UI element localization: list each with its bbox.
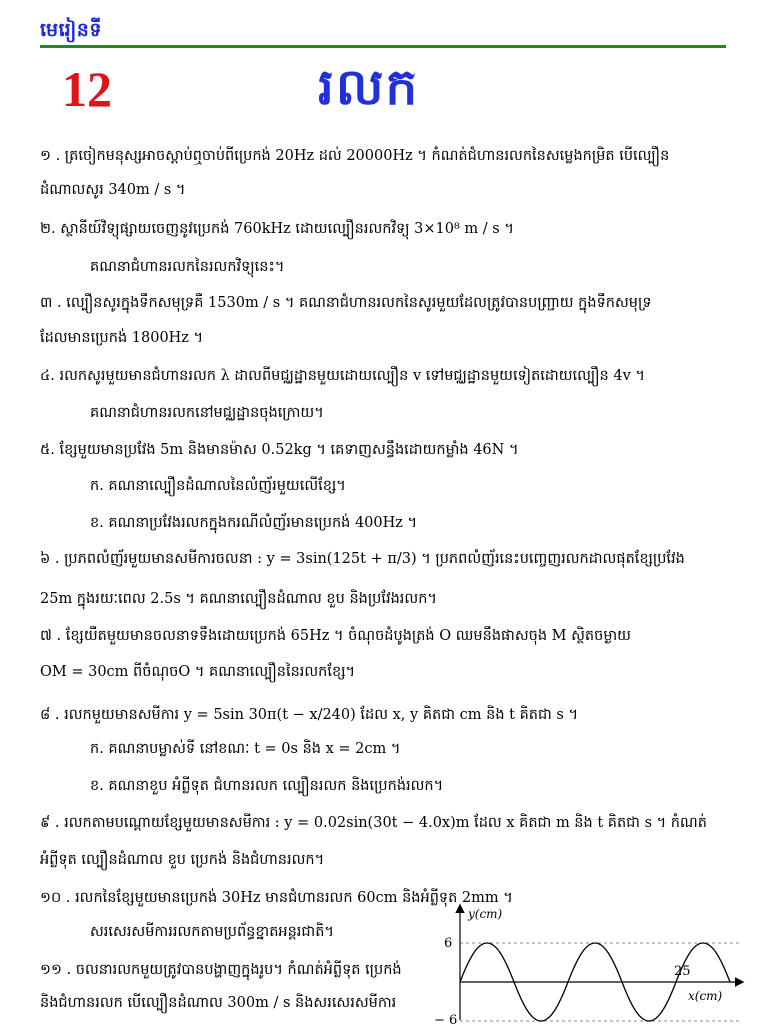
exercise-line: និងជំហានរលក បើល្បឿនដំណាល 300m / s និងសរសេរសមីការ — [40, 995, 397, 1011]
y-max-label: 6 — [444, 936, 453, 951]
exercise-line: ៥. ខ្សែមួយមានប្រវែង 5m និងមានម៉ាស 0.52kg ។ គេទាញសន្ធឹងដោយកម្លាំង 46N ។ — [40, 442, 519, 458]
exercise-line: ៨ . រលកមួយមានសមីការ y = 5sin 30π(t − x/240) ដែល x, y គិតជា cm និង t គិតជា s ។ — [40, 707, 579, 723]
exercise-line: ដំណាលសូរ 340m / s ។ — [40, 182, 186, 198]
exercise-line: ៤. រលកសូរមួយមានជំហានរលក λ ដាលពីមជ្ឈដ្ឋានមួយដោយល្បឿន v ទៅមជ្ឈដ្ឋានមួយទៀតដោយល្បឿន 4v ។ — [40, 368, 645, 384]
exercise-line: OM = 30cm ពីចំណុចO ។ គណនាល្បឿននៃរលកខ្សែ។ — [40, 664, 356, 680]
lesson-label: មេរៀនទី — [40, 19, 102, 41]
exercise-line: ១០ . រលកនៃខ្សែមួយមានប្រេកង់ 30Hz មានជំហានរលក 60cm និងអំព្លីទុត 2mm ។ — [40, 890, 513, 906]
exercise-line: 25m ក្នុងរយៈពេល 2.5s ។ គណនាល្បឿនដំណាល ខួប និងប្រវែងរលក។ — [40, 591, 437, 607]
exercise-line: ៣ . ល្បឿនសូរក្នុងទឹកសមុទ្រគឺ 1530m / s ។ គណនាជំហានរលកនៃសូរមួយដែលត្រូវបានបញ្ជ្រាយ ក្នុងទឹកសមុទ្រ — [40, 295, 652, 311]
exercise-line: អំព្លីទុត ល្បឿនដំណាល ខួប ប្រេកង់ និងជំហានរលក។ — [40, 852, 325, 868]
exercise-line: ៧ . ខ្សែយឺតមួយមានចលនាទទឹងដោយប្រេកង់ 65Hz ។ ចំណុចដំបូងត្រង់ O ឈមនឹងផាសចុង M ស្ថិតចម្ងាយ — [40, 628, 631, 644]
exercise-line: ៩ . រលកតាមបណ្តោយខ្សែមួយមានសមីការ : y = 0.02sin(30t − 4.0x)m ដែល x គិតជា m និង t គិតជា s ។ កំណត់ — [40, 815, 707, 831]
header-rule — [40, 45, 726, 48]
exercise-line: ក. គណនាបម្លាស់ទី នៅខណៈ t = 0s និង x = 2cm ។ — [90, 741, 401, 757]
exercise-line: គណនាជំហានរលកនៅមជ្ឈដ្ឋានចុងក្រោយ។ — [90, 405, 324, 421]
y-min-label: − 6 — [434, 1013, 458, 1024]
exercise-line: ២. ស្ថានីយ៍វិទ្យុផ្សាយចេញនូវប្រេកង់ 760kHz ដោយល្បឿនរលកវិទ្យុ 3×10⁸ m / s ។ — [40, 221, 514, 237]
lesson-title: រលក — [318, 58, 420, 116]
exercise-line: សរសេរសមីការរលកតាមប្រព័ន្ធខ្នាតអន្តរជាតិ។ — [90, 924, 334, 940]
y-axis-label: y(cm) — [468, 907, 503, 921]
exercise-line: ១១ . ចលនារលកមួយត្រូវបានបង្ហាញក្នុងរូប។ កំណត់អំព្លីទុត ប្រេកង់ — [40, 962, 402, 978]
wave-graph — [430, 900, 750, 1024]
x-mark-label: 25 — [674, 964, 691, 979]
exercise-line: ក. គណនាល្បឿនដំណាលនៃលំញ័រមួយលើខ្សែ។ — [90, 478, 346, 494]
exercise-line: ខ. គណនាប្រវែងរលកក្នុងករណីលំញ័រមានប្រេកង់ 400Hz ។ — [90, 515, 418, 531]
x-axis-label: x(cm) — [688, 989, 723, 1003]
exercise-line: ៦ . ប្រភពលំញ័រមួយមានសមីការចលនា : y = 3sin(125t + π/3) ។ ប្រភពលំញ័រនេះបញ្ចេញរលកដាលផុតខ្សែប្រវែង — [40, 551, 685, 567]
exercise-line: ដែលមានប្រេកង់ 1800Hz ។ — [40, 330, 204, 346]
exercise-line: ១ . ត្រចៀកមនុស្សអាចស្តាប់ឮចាប់ពីប្រេកង់ 20Hz ដល់ 20000Hz ។ កំណត់ជំហានរលកនៃសម្លេងកម្រិត បើល្បឿន — [40, 148, 670, 164]
exercise-line: ខ. គណនាខួប អំព្លីទុត ជំហានរលក ល្បឿនរលក និងប្រេកង់រលក។ — [90, 778, 444, 794]
exercise-line: គណនាជំហានរលកនៃរលកវិទ្យុនេះ។ — [90, 259, 285, 275]
lesson-number: 12 — [62, 61, 112, 117]
